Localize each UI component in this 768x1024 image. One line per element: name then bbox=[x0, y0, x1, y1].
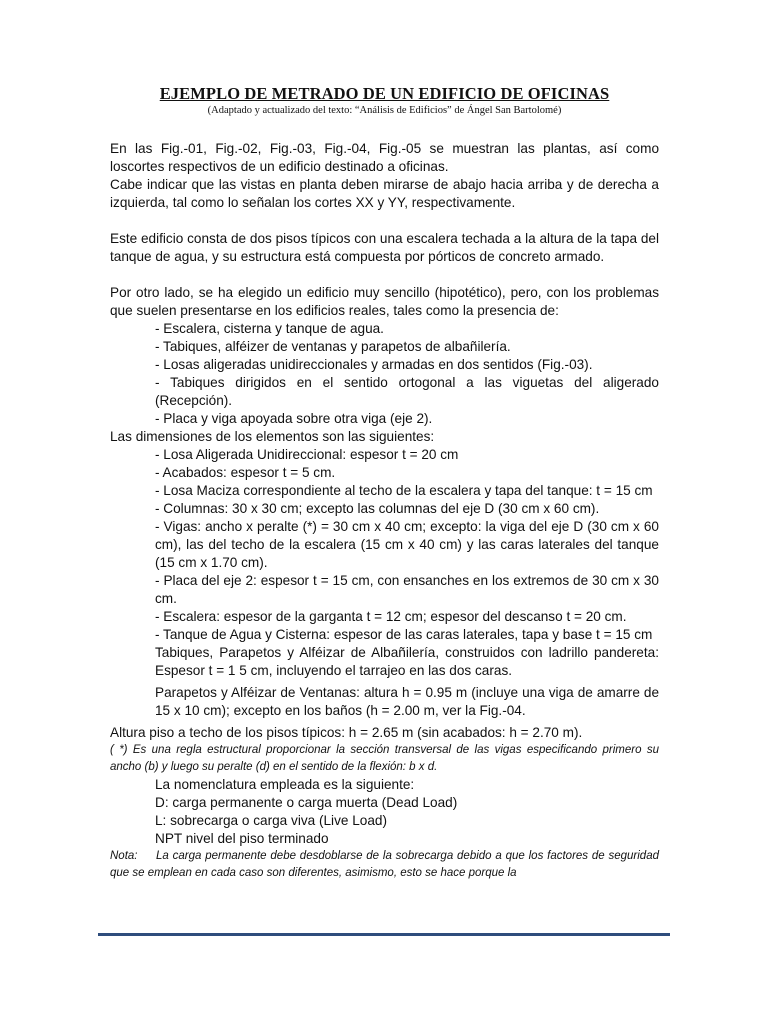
list-item: - Escalera, cisterna y tanque de agua. bbox=[155, 321, 384, 336]
floor-height: Altura piso a techo de los pisos típicos: h = 2.65 m (sin acabados: h = 2.70 m). bbox=[110, 725, 583, 740]
note-label: Nota: bbox=[110, 850, 138, 862]
nomenclature-item: L: sobrecarga o carga viva (Live Load) bbox=[155, 813, 387, 828]
list-item: - Tabiques, alféizer de ventanas y parapetos de albañilería. bbox=[155, 339, 511, 354]
document-body bbox=[110, 140, 659, 882]
note-text: La carga permanente debe desdoblarse de la sobrecarga debido a que los factores de seguridad que se emplean en cada caso son diferentes, asimismo, esto se hace porque la bbox=[110, 850, 659, 879]
list-item: Parapetos y Alféizar de Ventanas: altura h = 0.95 m (incluye una viga de amarre de 15 x 10 cm); excepto en los baños (h = 2.00 m, ver la Fig.-04. bbox=[155, 685, 659, 718]
nomenclature-item: La nomenclatura empleada es la siguiente: bbox=[155, 777, 415, 792]
note bbox=[110, 848, 659, 882]
paragraph-views: Cabe indicar que las vistas en planta deben mirarse de abajo hacia arriba y de derecha a izquierda, tal como lo señalan los cortes XX y YY, respectivamente. bbox=[110, 177, 659, 210]
paragraph-structure: Este edificio consta de dos pisos típicos con una escalera techada a la altura de la tapa del tanque de agua, y su estructura está compuesta por pórticos de concreto armado. bbox=[110, 231, 659, 264]
list-item: - Vigas: ancho x peralte (*) = 30 cm x 40 cm; excepto: la viga del eje D (30 cm x 60 cm), las del techo de la escalera (15 cm x 40 cm) y las caras laterales del tanque (15 cm x 1.70 cm). bbox=[155, 519, 659, 570]
list-item: - Tabiques dirigidos en el sentido ortogonal a las viguetas del aligerado (Recepción). bbox=[155, 375, 659, 408]
list-item: - Placa del eje 2: espesor t = 15 cm, con ensanches en los extremos de 30 cm x 30 cm. bbox=[155, 573, 659, 606]
document-page bbox=[110, 84, 659, 882]
list-item: - Losa Aligerada Unidireccional: espesor t = 20 cm bbox=[155, 447, 459, 462]
list-item: - Columnas: 30 x 30 cm; excepto las columnas del eje D (30 cm x 60 cm). bbox=[155, 501, 600, 516]
list-item: - Losas aligeradas unidireccionales y armadas en dos sentidos (Fig.-03). bbox=[155, 357, 593, 372]
list-item: - Escalera: espesor de la garganta t = 12 cm; espesor del descanso t = 20 cm. bbox=[155, 609, 627, 624]
list-item: Tabiques, Parapetos y Alféizar de Albañilería, construidos con ladrillo pandereta: Espesor t = 1 5 cm, incluyendo el tarrajeo en las dos caras. bbox=[155, 645, 659, 678]
paragraph-intro: En las Fig.-01, Fig.-02, Fig.-03, Fig.-04, Fig.-05 se muestran las plantas, así como loscortes respectivos de un edificio destinado a oficinas. bbox=[110, 141, 659, 174]
list-item: - Acabados: espesor t = 5 cm. bbox=[155, 465, 336, 480]
list-item: - Placa y viga apoyada sobre otra viga (eje 2). bbox=[155, 411, 433, 426]
footer-rule bbox=[98, 933, 670, 936]
document-title: EJEMPLO DE METRADO DE UN EDIFICIO DE OFICINAS bbox=[159, 84, 610, 103]
list-item: - Losa Maciza correspondiente al techo de la escalera y tapa del tanque: t = 15 cm bbox=[155, 483, 653, 498]
list-item: - Tanque de Agua y Cisterna: espesor de las caras laterales, tapa y base t = 15 cm bbox=[155, 627, 653, 642]
footnote: ( *) Es una regla estructural proporcionar la sección transversal de las vigas especificando primero su ancho (b) y luego su peralte (d) en el sentido de la flexión: b x d. bbox=[110, 744, 659, 773]
document-subtitle: (Adaptado y actualizado del texto: “Análisis de Edificios” de Ángel San Bartolomé) bbox=[207, 105, 562, 116]
nomenclature-item: NPT nivel del piso terminado bbox=[155, 831, 329, 846]
paragraph-problems: Por otro lado, se ha elegido un edificio muy sencillo (hipotético), pero, con los problemas que suelen presentarse en los edificios reales, tales como la presencia de: bbox=[110, 285, 659, 318]
dimensions-intro: Las dimensiones de los elementos son las siguientes: bbox=[110, 429, 435, 444]
nomenclature-item: D: carga permanente o carga muerta (Dead Load) bbox=[155, 795, 458, 810]
